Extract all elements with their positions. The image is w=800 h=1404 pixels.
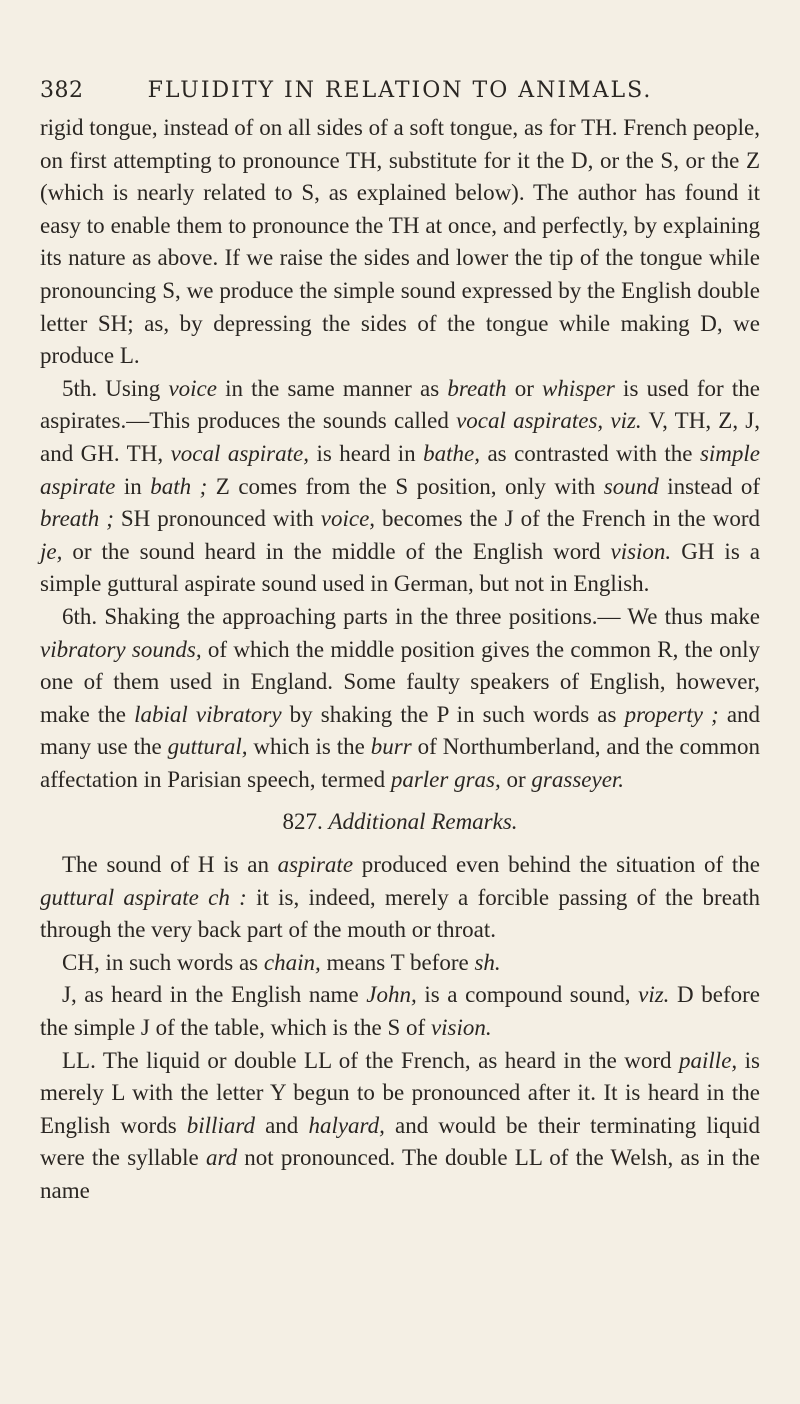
paragraph-sixth: 6th. Shaking the approaching parts in the three positions.— We thus make vibratory sounds, of which the middle position gives the common R, the only one of them used in England. Some faulty speakers of English, however, make the labial vibratory by shaking the P in such words as property ; and many use the guttural, which is the burr of Northumberland, and the common affectation in Parisian speech, termed parler gras, or grasseyer. [40,603,761,792]
paragraph-fifth: 5th. Using voice in the same manner as breath or whisper is used for the aspirates.—This produces the sounds called vocal aspirates, viz. V, TH, Z, J, and GH. TH, vocal aspirate, is heard in bathe, as contrasted with the simple aspirate in bath ; Z comes from the S position, only with sound instead of breath ; SH pronounced with voice, becomes the J of the French in the word je, or the sound heard in the middle of the English word vision. GH is a simple guttural aspirate sound used in German, but not in English. [40,375,761,597]
paragraph-ch-sound: CH, in such words as chain, means T before sh. [62,949,501,975]
running-head: FLUIDITY IN RELATION TO ANIMALS. [147,78,653,103]
section-heading [40,806,760,839]
body-text [40,112,760,1208]
section-title: Additional Remarks. [328,809,518,835]
paragraph-ll-sound: LL. The liquid or double LL of the French, as heard in the word paille, is merely L with the letter Y begun to be pronounced after it. It is heard in the English words billiard and halyard, and would be their terminating liquid were the syllable ard not pronounced. The double LL of the Welsh, as in the name [40,1047,761,1203]
page-number: 382 [40,78,84,103]
paragraph-h-sound: The sound of H is an aspirate produced even behind the situation of the guttural aspirate ch : it is, indeed, merely a forcible passing of the breath through the very back part of the mouth or throat. [40,852,760,943]
page-header [40,72,760,108]
paragraph-j-sound: J, as heard in the English name John, is a compound sound, viz. D before the simple J of the table, which is the S of vision. [40,982,760,1041]
section-number: 827. [282,809,323,835]
paragraph-continuation: rigid tongue, instead of on all sides of a soft tongue, as for TH. French people, on first attempting to pronounce TH, substitute for it the D, or the S, or the Z (which is nearly related to S, as explained below). The author has found it easy to enable them to pronounce the TH at once, and perfectly, by explaining its nature as above. If we raise the sides and lower the tip of the tongue while pronouncing S, we produce the simple sound expressed by the English double letter SH; as, by depressing the sides of the tongue while making D, we produce L. [40,115,760,369]
